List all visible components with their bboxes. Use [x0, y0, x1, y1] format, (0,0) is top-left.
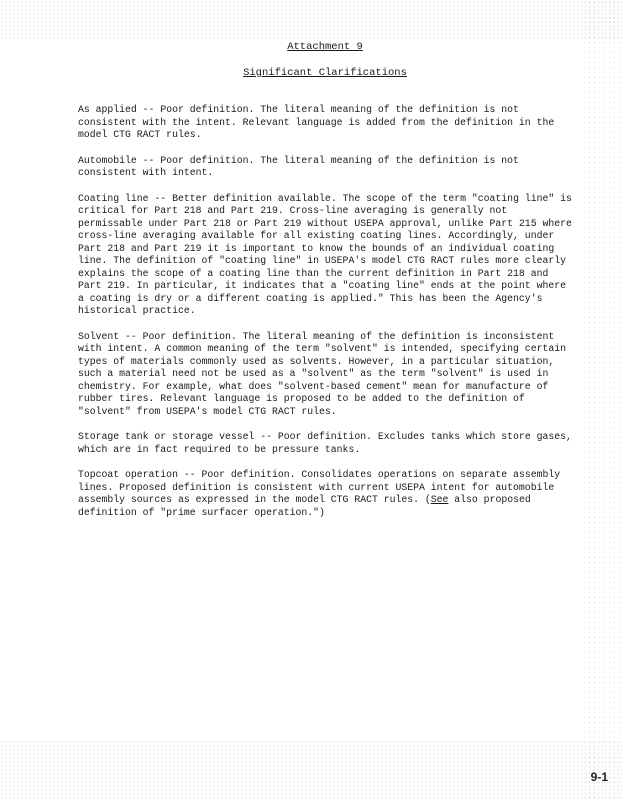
paragraph-as-applied	[78, 104, 572, 142]
paragraph-text: -- Poor definition. The literal meaning of the definition is not consistent with the intent. Relevant language is added from the definition in the model CTG RACT rules.	[78, 104, 555, 140]
page-number: 9-1	[590, 770, 608, 784]
paragraph-text: -- Poor definition. The literal meaning of the definition is inconsistent with intent. A common meaning of the term "solvent" is intended, specifying certain types of materials commonly used as solvents. However, in a particular situation, such a material need not be used as a "solvent" as the term "solvent" is used in chemistry. For example, what does "solvent-based cement" mean for manufacture of rubber tires. Relevant language is proposed to be added to the definition of "solvent" from USEPA's model CTG RACT rules.	[78, 330, 566, 417]
paragraph-topcoat-operation	[78, 469, 572, 519]
paragraph-coating-line	[78, 193, 572, 318]
document-title: Significant Clarifications	[243, 67, 407, 79]
paragraph-automobile	[78, 155, 572, 180]
paragraph-text: -- Better definition available. The scope of the term "coating line" is critical for Part 218 and Part 219. Cross-line averaging is generally not permissable under Part 218 or Part 219 without USEPA approval, unlike Part 215 where cross-line averaging available for all existing coating lines. Accordingly, under Part 218 and Part 219 it is important to know the bounds of an individual coating line. The definition of "coating line" in USEPA's model CTG RACT rules more clearly explains the scope of a coating line than the current definition in Part 218 and Part 219. In particular, it indicates that a "coating line" ends at the point where a coating is dry or a different coating is applied." This has been the Agency's historical practice.	[78, 192, 572, 316]
term-storage-tank: Storage tank or storage vessel	[78, 431, 255, 442]
note-open: (	[419, 494, 431, 505]
paragraph-storage-tank	[78, 431, 572, 456]
document-body	[78, 104, 572, 519]
scan-noise-bottom	[0, 740, 622, 800]
attachment-label: Attachment 9	[287, 41, 363, 53]
document-page	[78, 40, 572, 532]
note-rest: also proposed definition of "prime surfacer operation.")	[78, 494, 531, 518]
see-reference: See	[430, 494, 449, 505]
term-automobile: Automobile	[78, 154, 137, 166]
term-coating-line: Coating line	[78, 192, 149, 204]
term-topcoat-operation: Topcoat operation	[78, 469, 178, 480]
paragraph-text: -- Poor definition. The literal meaning of the definition is not consistent with intent.	[78, 154, 519, 178]
term-solvent: Solvent	[78, 330, 120, 342]
paragraph-text: -- Poor definition. Consolidates operations on separate assembly lines. Proposed definition is consistent with current USEPA intent for automobile assembly sources as expressed in the model CTG RACT rules.	[78, 469, 561, 505]
scan-noise-right	[582, 0, 622, 800]
term-as-applied: As applied	[78, 104, 137, 115]
paragraph-text: -- Poor definition. Excludes tanks which store gases, which are in fact required to be pressure tanks.	[78, 431, 572, 455]
scan-noise-top	[0, 0, 622, 40]
paragraph-solvent	[78, 331, 572, 419]
